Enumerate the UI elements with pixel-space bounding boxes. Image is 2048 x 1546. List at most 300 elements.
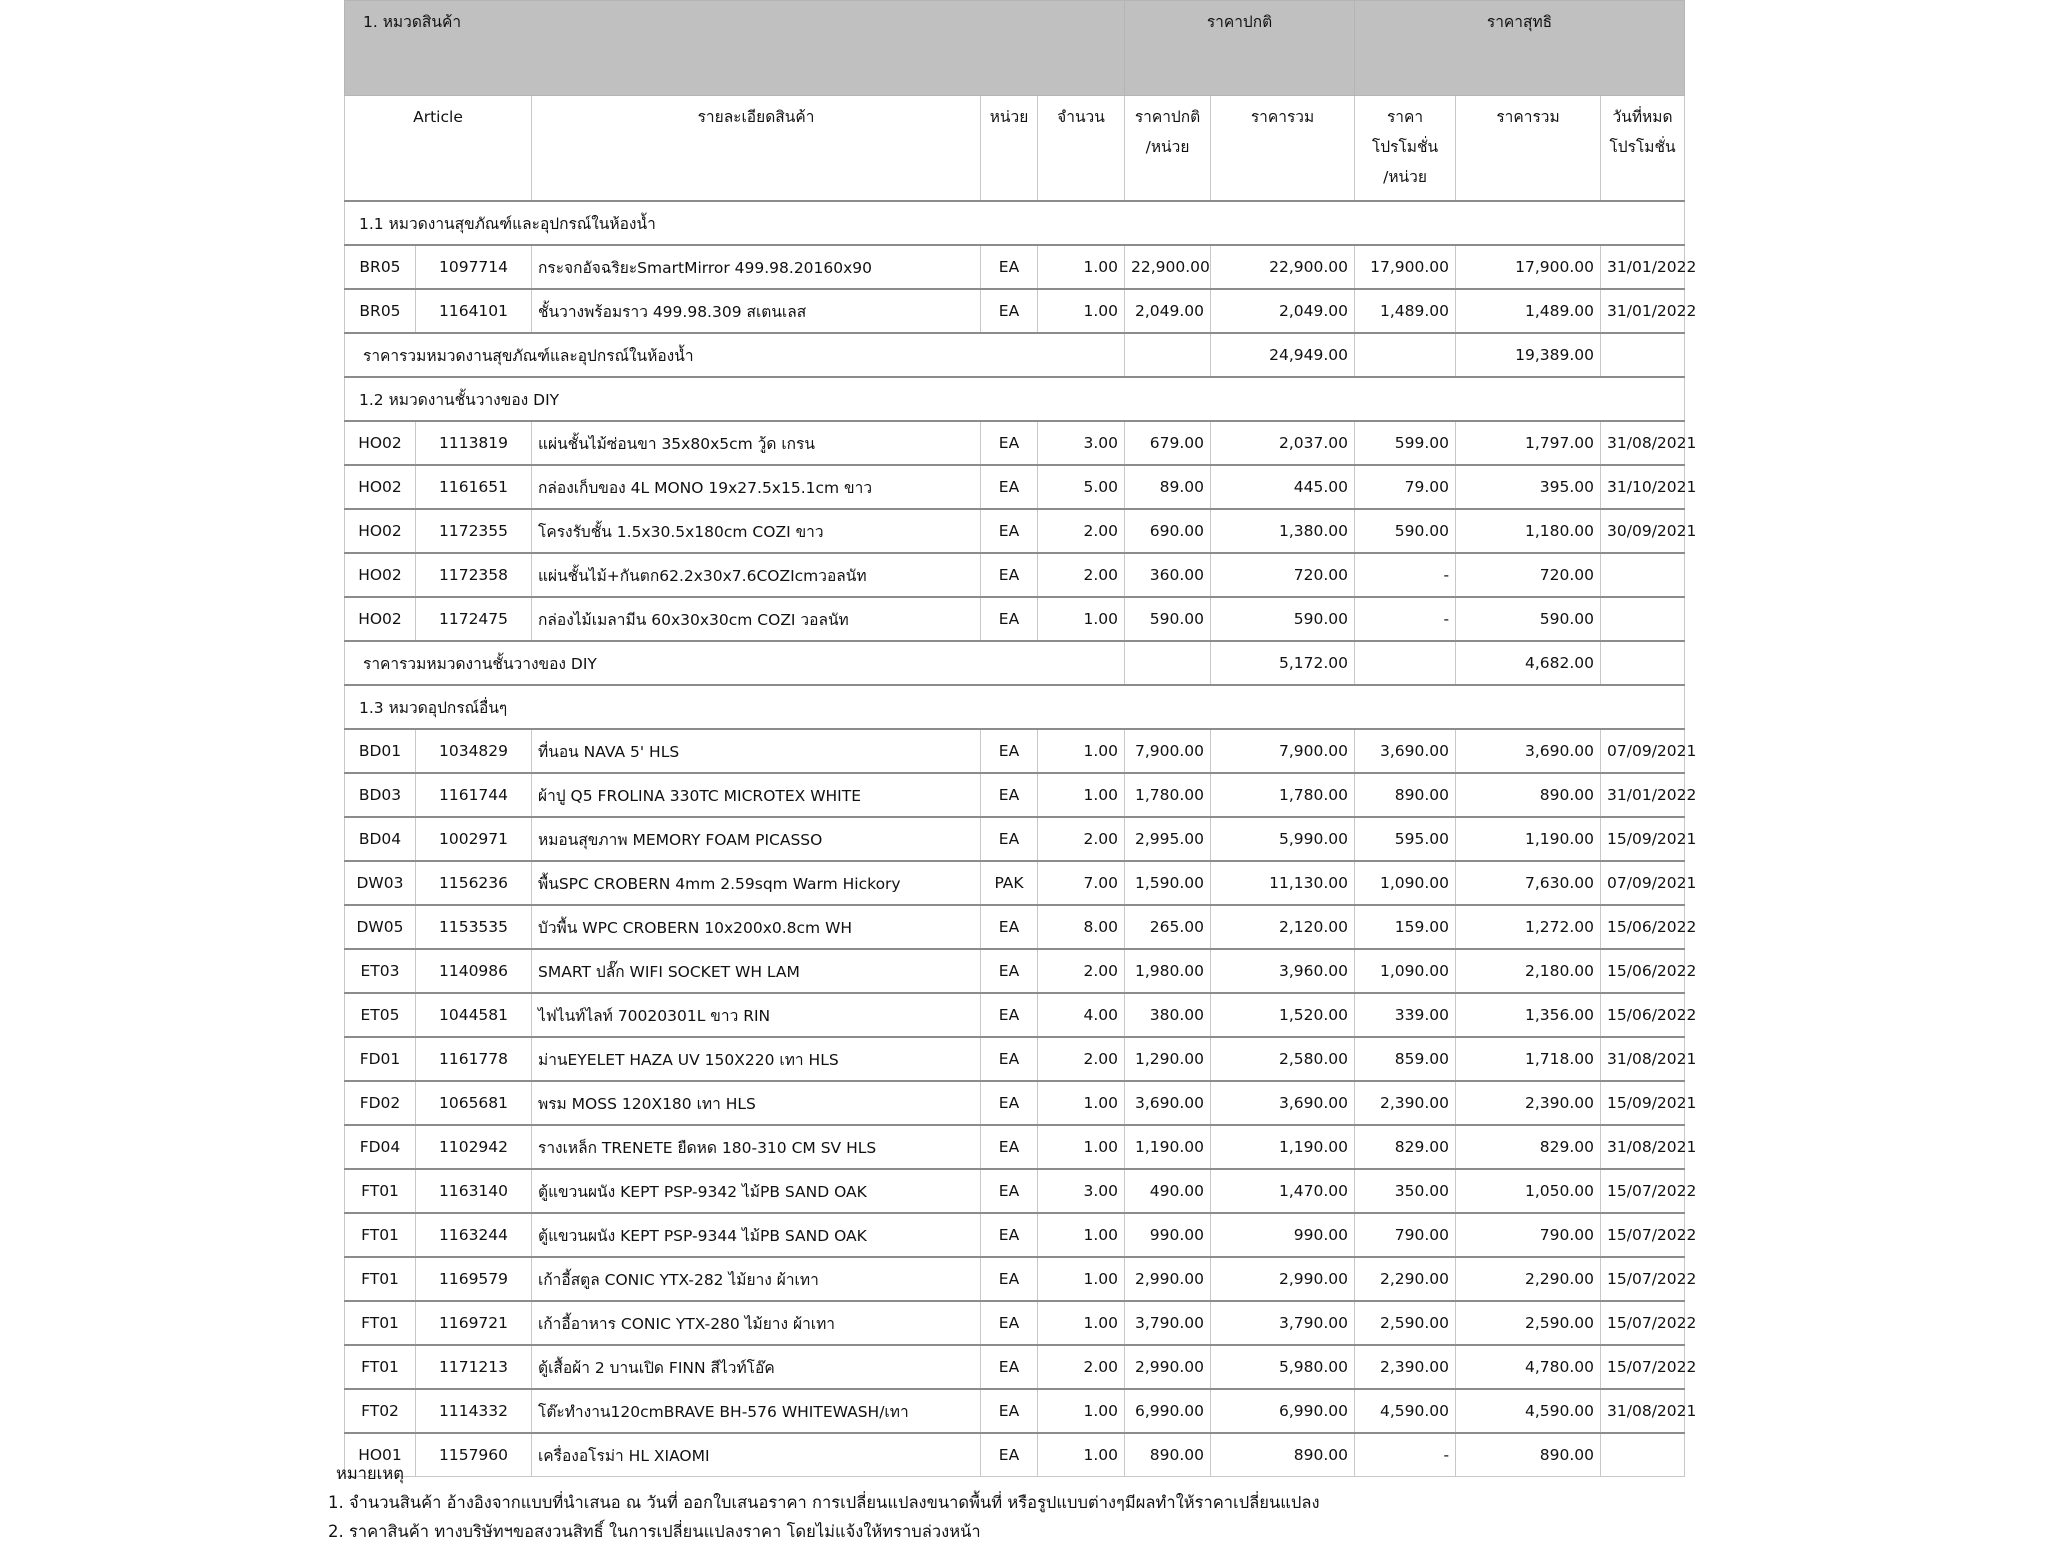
- item-promo-end: 15/09/2021: [1601, 1081, 1685, 1125]
- item-description: SMART ปลั๊ก WIFI SOCKET WH LAM: [532, 949, 981, 993]
- item-code: FT01: [345, 1301, 416, 1345]
- item-article: 1163244: [416, 1213, 532, 1257]
- item-promo-end: 31/08/2021: [1601, 1125, 1685, 1169]
- item-description: บัวพื้น WPC CROBERN 10x200x0.8cm WH: [532, 905, 981, 949]
- item-net-total: 890.00: [1456, 1433, 1601, 1477]
- item-code: HO02: [345, 465, 416, 509]
- item-promo-end: 31/08/2021: [1601, 1037, 1685, 1081]
- item-total: 1,380.00: [1211, 509, 1355, 553]
- item-code: HO02: [345, 553, 416, 597]
- item-unit-price: 3,790.00: [1125, 1301, 1211, 1345]
- item-description: หมอนสุขภาพ MEMORY FOAM PICASSO: [532, 817, 981, 861]
- item-unit: EA: [981, 993, 1038, 1037]
- item-code: BR05: [345, 289, 416, 333]
- item-unit: EA: [981, 1037, 1038, 1081]
- item-unit: EA: [981, 421, 1038, 465]
- item-promo-price: -: [1355, 1433, 1456, 1477]
- item-promo-price: 590.00: [1355, 509, 1456, 553]
- notes: [328, 1459, 1320, 1546]
- item-quantity: 2.00: [1038, 817, 1125, 861]
- item-unit-price: 89.00: [1125, 465, 1211, 509]
- subtotal-blank: [1601, 641, 1685, 685]
- item-promo-price: 829.00: [1355, 1125, 1456, 1169]
- item-article: 1161651: [416, 465, 532, 509]
- item-net-total: 4,780.00: [1456, 1345, 1601, 1389]
- item-promo-end: 31/01/2022: [1601, 289, 1685, 333]
- item-unit: EA: [981, 597, 1038, 641]
- item-unit-price: 2,990.00: [1125, 1257, 1211, 1301]
- item-net-total: 829.00: [1456, 1125, 1601, 1169]
- table-row: [345, 289, 1685, 333]
- table-row: [345, 861, 1685, 905]
- item-code: BD01: [345, 729, 416, 773]
- item-total: 11,130.00: [1211, 861, 1355, 905]
- item-promo-end: 31/01/2022: [1601, 773, 1685, 817]
- item-promo-end: 31/10/2021: [1601, 465, 1685, 509]
- col-qty: จำนวน: [1038, 96, 1125, 202]
- item-quantity: 1.00: [1038, 1257, 1125, 1301]
- category-row: [345, 685, 1685, 729]
- item-total: 5,980.00: [1211, 1345, 1355, 1389]
- item-promo-price: 2,390.00: [1355, 1081, 1456, 1125]
- item-code: HO02: [345, 597, 416, 641]
- col-net-total: ราคารวม: [1456, 96, 1601, 202]
- item-total: 2,037.00: [1211, 421, 1355, 465]
- item-promo-price: -: [1355, 553, 1456, 597]
- item-total: 1,470.00: [1211, 1169, 1355, 1213]
- table-row: [345, 1081, 1685, 1125]
- item-code: FT01: [345, 1257, 416, 1301]
- table-row: [345, 993, 1685, 1037]
- item-unit: EA: [981, 1213, 1038, 1257]
- item-unit: EA: [981, 729, 1038, 773]
- item-description: แผ่นชั้นไม้ซ่อนขา 35x80x5cm วู้ด เกรน: [532, 421, 981, 465]
- item-net-total: 720.00: [1456, 553, 1601, 597]
- item-quantity: 7.00: [1038, 861, 1125, 905]
- subtotal-row: [345, 641, 1685, 685]
- item-unit: EA: [981, 1081, 1038, 1125]
- table-row: [345, 553, 1685, 597]
- item-quantity: 1.00: [1038, 597, 1125, 641]
- item-total: 2,120.00: [1211, 905, 1355, 949]
- item-unit: EA: [981, 905, 1038, 949]
- category-row: [345, 377, 1685, 421]
- item-unit-price: 2,990.00: [1125, 1345, 1211, 1389]
- item-description: ชั้นวางพร้อมราว 499.98.309 สเตนเลส: [532, 289, 981, 333]
- item-description: กระจกอัจฉริยะSmartMirror 499.98.20160x90: [532, 245, 981, 289]
- item-promo-end: 30/09/2021: [1601, 509, 1685, 553]
- item-quantity: 2.00: [1038, 509, 1125, 553]
- item-unit-price: 1,590.00: [1125, 861, 1211, 905]
- item-article: 1161744: [416, 773, 532, 817]
- item-unit-price: 590.00: [1125, 597, 1211, 641]
- col-article: Article: [345, 96, 532, 202]
- item-promo-price: 1,489.00: [1355, 289, 1456, 333]
- item-promo-price: 890.00: [1355, 773, 1456, 817]
- item-description: เครื่องอโรม่า HL XIAOMI: [532, 1433, 981, 1477]
- item-total: 7,900.00: [1211, 729, 1355, 773]
- table-row: [345, 1037, 1685, 1081]
- item-quantity: 1.00: [1038, 729, 1125, 773]
- item-article: 1044581: [416, 993, 532, 1037]
- item-quantity: 1.00: [1038, 1081, 1125, 1125]
- item-code: FT02: [345, 1389, 416, 1433]
- item-promo-price: 2,390.00: [1355, 1345, 1456, 1389]
- item-article: 1002971: [416, 817, 532, 861]
- item-code: ET05: [345, 993, 416, 1037]
- item-total: 6,990.00: [1211, 1389, 1355, 1433]
- item-total: 720.00: [1211, 553, 1355, 597]
- item-code: DW05: [345, 905, 416, 949]
- item-description: กล่องเก็บของ 4L MONO 19x27.5x15.1cm ขาว: [532, 465, 981, 509]
- header-band: [345, 1, 1685, 96]
- item-total: 5,990.00: [1211, 817, 1355, 861]
- item-unit: EA: [981, 1389, 1038, 1433]
- item-total: 445.00: [1211, 465, 1355, 509]
- notes-title: หมายเหตุ: [336, 1464, 404, 1483]
- item-article: 1161778: [416, 1037, 532, 1081]
- table-row: [345, 773, 1685, 817]
- item-quantity: 2.00: [1038, 1345, 1125, 1389]
- col-promo-end: วันที่หมด โปรโมชั่น: [1601, 96, 1685, 202]
- item-net-total: 2,590.00: [1456, 1301, 1601, 1345]
- item-unit: EA: [981, 1433, 1038, 1477]
- item-unit-price: 22,900.00: [1125, 245, 1211, 289]
- table-row: [345, 1213, 1685, 1257]
- item-promo-end: [1601, 1433, 1685, 1477]
- note-line-2: 2. ราคาสินค้า ทางบริษัทฯขอสงวนสิทธิ์ ในการเปลี่ยนแปลงราคา โดยไม่แจ้งให้ทราบล่วงหน้า: [328, 1522, 981, 1541]
- item-net-total: 790.00: [1456, 1213, 1601, 1257]
- item-total: 3,960.00: [1211, 949, 1355, 993]
- subtotal-blank: [1125, 641, 1211, 685]
- item-article: 1097714: [416, 245, 532, 289]
- item-promo-price: 859.00: [1355, 1037, 1456, 1081]
- item-unit-price: 7,900.00: [1125, 729, 1211, 773]
- item-code: FT01: [345, 1169, 416, 1213]
- table-row: [345, 1389, 1685, 1433]
- table-row: [345, 905, 1685, 949]
- item-description: ตู้แขวนผนัง KEPT PSP-9344 ไม้PB SAND OAK: [532, 1213, 981, 1257]
- item-unit-price: 1,190.00: [1125, 1125, 1211, 1169]
- item-quantity: 2.00: [1038, 553, 1125, 597]
- item-article: 1140986: [416, 949, 532, 993]
- item-code: FT01: [345, 1213, 416, 1257]
- item-article: 1172358: [416, 553, 532, 597]
- item-promo-price: 4,590.00: [1355, 1389, 1456, 1433]
- item-promo-end: 15/07/2022: [1601, 1345, 1685, 1389]
- item-quantity: 1.00: [1038, 1389, 1125, 1433]
- item-unit: EA: [981, 509, 1038, 553]
- item-net-total: 1,272.00: [1456, 905, 1601, 949]
- item-promo-end: 15/07/2022: [1601, 1257, 1685, 1301]
- item-description: ม่านEYELET HAZA UV 150X220 เทา HLS: [532, 1037, 981, 1081]
- item-code: BD03: [345, 773, 416, 817]
- item-description: กล่องไม้เมลามีน 60x30x30cm COZI วอลนัท: [532, 597, 981, 641]
- item-promo-end: [1601, 597, 1685, 641]
- item-article: 1065681: [416, 1081, 532, 1125]
- subtotal-label: ราคารวมหมวดงานชั้นวางของ DIY: [345, 641, 1125, 685]
- item-quantity: 4.00: [1038, 993, 1125, 1037]
- item-unit: EA: [981, 949, 1038, 993]
- table-row: [345, 465, 1685, 509]
- item-article: 1164101: [416, 289, 532, 333]
- item-unit: EA: [981, 553, 1038, 597]
- item-promo-end: 15/09/2021: [1601, 817, 1685, 861]
- subtotal-row: [345, 333, 1685, 377]
- item-article: 1034829: [416, 729, 532, 773]
- item-unit: EA: [981, 465, 1038, 509]
- item-description: เก้าอี้อาหาร CONIC YTX-280 ไม้ยาง ผ้าเทา: [532, 1301, 981, 1345]
- item-net-total: 17,900.00: [1456, 245, 1601, 289]
- item-quantity: 1.00: [1038, 1301, 1125, 1345]
- item-code: BD04: [345, 817, 416, 861]
- item-net-total: 590.00: [1456, 597, 1601, 641]
- item-unit-price: 1,980.00: [1125, 949, 1211, 993]
- table-row: [345, 1257, 1685, 1301]
- col-detail: รายละเอียดสินค้า: [532, 96, 981, 202]
- item-article: 1113819: [416, 421, 532, 465]
- category-title: 1.2 หมวดงานชั้นวางของ DIY: [345, 377, 1685, 421]
- item-promo-price: 595.00: [1355, 817, 1456, 861]
- item-quantity: 5.00: [1038, 465, 1125, 509]
- item-quantity: 1.00: [1038, 1433, 1125, 1477]
- item-unit-price: 990.00: [1125, 1213, 1211, 1257]
- item-total: 590.00: [1211, 597, 1355, 641]
- item-code: FD02: [345, 1081, 416, 1125]
- item-net-total: 3,690.00: [1456, 729, 1601, 773]
- table-row: [345, 1345, 1685, 1389]
- subtotal-blank: [1601, 333, 1685, 377]
- item-unit: EA: [981, 773, 1038, 817]
- item-quantity: 1.00: [1038, 289, 1125, 333]
- item-promo-price: 1,090.00: [1355, 949, 1456, 993]
- item-net-total: 1,180.00: [1456, 509, 1601, 553]
- item-quantity: 1.00: [1038, 245, 1125, 289]
- subtotal-total: 24,949.00: [1211, 333, 1355, 377]
- item-quantity: 3.00: [1038, 1169, 1125, 1213]
- net-price-heading: ราคาสุทธิ: [1355, 1, 1685, 96]
- item-total: 890.00: [1211, 1433, 1355, 1477]
- item-quantity: 1.00: [1038, 773, 1125, 817]
- regular-price-heading: ราคาปกติ: [1125, 1, 1355, 96]
- item-description: ไฟไนท์ไลท์ 70020301L ขาว RIN: [532, 993, 981, 1037]
- item-article: 1153535: [416, 905, 532, 949]
- item-total: 3,690.00: [1211, 1081, 1355, 1125]
- item-promo-end: 31/01/2022: [1601, 245, 1685, 289]
- category-row: [345, 201, 1685, 245]
- item-net-total: 1,797.00: [1456, 421, 1601, 465]
- col-promo-price: ราคา โปรโมชั่น /หน่วย: [1355, 96, 1456, 202]
- item-unit: EA: [981, 1125, 1038, 1169]
- item-article: 1169721: [416, 1301, 532, 1345]
- item-unit-price: 1,290.00: [1125, 1037, 1211, 1081]
- table-row: [345, 1125, 1685, 1169]
- product-table: [344, 0, 1697, 1477]
- item-unit-price: 380.00: [1125, 993, 1211, 1037]
- subtotal-net: 4,682.00: [1456, 641, 1601, 685]
- item-quantity: 8.00: [1038, 905, 1125, 949]
- item-code: DW03: [345, 861, 416, 905]
- item-description: แผ่นชั้นไม้+กันตก62.2x30x7.6COZIcmวอลนัท: [532, 553, 981, 597]
- section-title: 1. หมวดสินค้า: [345, 1, 1125, 96]
- item-article: 1102942: [416, 1125, 532, 1169]
- item-article: 1114332: [416, 1389, 532, 1433]
- item-description: โครงรับชั้น 1.5x30.5x180cm COZI ขาว: [532, 509, 981, 553]
- item-code: HO01: [345, 1433, 416, 1477]
- table-row: [345, 817, 1685, 861]
- item-promo-price: 599.00: [1355, 421, 1456, 465]
- table-row: [345, 949, 1685, 993]
- item-promo-price: 17,900.00: [1355, 245, 1456, 289]
- subtotal-total: 5,172.00: [1211, 641, 1355, 685]
- item-code: FD01: [345, 1037, 416, 1081]
- item-unit-price: 690.00: [1125, 509, 1211, 553]
- item-description: พรม MOSS 120X180 เทา HLS: [532, 1081, 981, 1125]
- item-description: ที่นอน NAVA 5' HLS: [532, 729, 981, 773]
- subtotal-blank: [1125, 333, 1211, 377]
- table-row: [345, 245, 1685, 289]
- item-quantity: 1.00: [1038, 1213, 1125, 1257]
- item-unit: EA: [981, 817, 1038, 861]
- item-net-total: 1,489.00: [1456, 289, 1601, 333]
- table-row: [345, 597, 1685, 641]
- item-description: เก้าอี้สตูล CONIC YTX-282 ไม้ยาง ผ้าเทา: [532, 1257, 981, 1301]
- item-promo-price: 339.00: [1355, 993, 1456, 1037]
- item-promo-end: 15/07/2022: [1601, 1301, 1685, 1345]
- table-row: [345, 1169, 1685, 1213]
- item-article: 1172475: [416, 597, 532, 641]
- item-net-total: 2,180.00: [1456, 949, 1601, 993]
- item-total: 22,900.00: [1211, 245, 1355, 289]
- item-unit-price: 6,990.00: [1125, 1389, 1211, 1433]
- item-promo-price: 1,090.00: [1355, 861, 1456, 905]
- col-unit-price: ราคาปกติ /หน่วย: [1125, 96, 1211, 202]
- table-body: [345, 201, 1697, 1477]
- item-net-total: 2,290.00: [1456, 1257, 1601, 1301]
- item-unit: EA: [981, 289, 1038, 333]
- subtotal-blank: [1355, 641, 1456, 685]
- item-promo-end: 15/06/2022: [1601, 993, 1685, 1037]
- item-unit: EA: [981, 1301, 1038, 1345]
- item-promo-price: 3,690.00: [1355, 729, 1456, 773]
- col-unit: หน่วย: [981, 96, 1038, 202]
- item-description: ตู้เสื้อผ้า 2 บานเปิด FINN สีไวท์โอ๊ค: [532, 1345, 981, 1389]
- item-article: 1163140: [416, 1169, 532, 1213]
- item-promo-end: 15/06/2022: [1601, 905, 1685, 949]
- item-quantity: 2.00: [1038, 949, 1125, 993]
- item-promo-end: 07/09/2021: [1601, 861, 1685, 905]
- item-promo-price: 350.00: [1355, 1169, 1456, 1213]
- item-unit-price: 2,049.00: [1125, 289, 1211, 333]
- item-promo-price: 2,290.00: [1355, 1257, 1456, 1301]
- item-total: 1,780.00: [1211, 773, 1355, 817]
- item-total: 1,520.00: [1211, 993, 1355, 1037]
- item-article: 1169579: [416, 1257, 532, 1301]
- item-description: ตู้แขวนผนัง KEPT PSP-9342 ไม้PB SAND OAK: [532, 1169, 981, 1213]
- item-unit-price: 490.00: [1125, 1169, 1211, 1213]
- item-unit-price: 679.00: [1125, 421, 1211, 465]
- subtotal-blank: [1355, 333, 1456, 377]
- item-code: FT01: [345, 1345, 416, 1389]
- item-description: ผ้าปู Q5 FROLINA 330TC MICROTEX WHITE: [532, 773, 981, 817]
- table-row: [345, 1301, 1685, 1345]
- category-title: 1.1 หมวดงานสุขภัณฑ์และอุปกรณ์ในห้องน้ำ: [345, 201, 1685, 245]
- item-total: 3,790.00: [1211, 1301, 1355, 1345]
- item-unit: EA: [981, 1345, 1038, 1389]
- item-promo-price: -: [1355, 597, 1456, 641]
- item-article: 1157960: [416, 1433, 532, 1477]
- table-row: [345, 421, 1685, 465]
- item-quantity: 3.00: [1038, 421, 1125, 465]
- item-article: 1156236: [416, 861, 532, 905]
- item-unit-price: 890.00: [1125, 1433, 1211, 1477]
- item-unit: PAK: [981, 861, 1038, 905]
- item-code: FD04: [345, 1125, 416, 1169]
- item-total: 2,580.00: [1211, 1037, 1355, 1081]
- item-code: HO02: [345, 421, 416, 465]
- item-promo-end: 31/08/2021: [1601, 421, 1685, 465]
- item-description: รางเหล็ก TRENETE ยืดหด 180-310 CM SV HLS: [532, 1125, 981, 1169]
- item-unit: EA: [981, 1169, 1038, 1213]
- item-net-total: 1,190.00: [1456, 817, 1601, 861]
- item-description: พื้นSPC CROBERN 4mm 2.59sqm Warm Hickory: [532, 861, 981, 905]
- item-promo-end: 15/07/2022: [1601, 1213, 1685, 1257]
- item-code: HO02: [345, 509, 416, 553]
- item-net-total: 1,718.00: [1456, 1037, 1601, 1081]
- item-promo-price: 2,590.00: [1355, 1301, 1456, 1345]
- item-net-total: 4,590.00: [1456, 1389, 1601, 1433]
- item-code: BR05: [345, 245, 416, 289]
- item-promo-price: 159.00: [1355, 905, 1456, 949]
- item-unit-price: 1,780.00: [1125, 773, 1211, 817]
- item-promo-end: [1601, 553, 1685, 597]
- item-total: 1,190.00: [1211, 1125, 1355, 1169]
- table-row: [345, 729, 1685, 773]
- note-line-1: 1. จำนวนสินค้า อ้างอิงจากแบบที่นำเสนอ ณ วันที่ ออกใบเสนอราคา การเปลี่ยนแปลงขนาดพื้นที่ หรือรูปแบบต่างๆมีผลทำให้ราคาเปลี่ยนแปลง: [328, 1493, 1320, 1512]
- category-title: 1.3 หมวดอุปกรณ์อื่นๆ: [345, 685, 1685, 729]
- item-description: โต๊ะทำงาน120cmBRAVE BH-576 WHITEWASH/เทา: [532, 1389, 981, 1433]
- item-promo-end: 31/08/2021: [1601, 1389, 1685, 1433]
- quotation-document: [344, 0, 1697, 1477]
- item-total: 990.00: [1211, 1213, 1355, 1257]
- item-promo-end: 07/09/2021: [1601, 729, 1685, 773]
- item-promo-price: 79.00: [1355, 465, 1456, 509]
- item-total: 2,049.00: [1211, 289, 1355, 333]
- item-quantity: 2.00: [1038, 1037, 1125, 1081]
- item-net-total: 395.00: [1456, 465, 1601, 509]
- item-net-total: 890.00: [1456, 773, 1601, 817]
- column-headers: [345, 96, 1685, 202]
- item-unit-price: 265.00: [1125, 905, 1211, 949]
- item-net-total: 7,630.00: [1456, 861, 1601, 905]
- item-code: ET03: [345, 949, 416, 993]
- item-unit-price: 2,995.00: [1125, 817, 1211, 861]
- item-promo-price: 790.00: [1355, 1213, 1456, 1257]
- subtotal-label: ราคารวมหมวดงานสุขภัณฑ์และอุปกรณ์ในห้องน้ำ: [345, 333, 1125, 377]
- subtotal-net: 19,389.00: [1456, 333, 1601, 377]
- item-unit-price: 360.00: [1125, 553, 1211, 597]
- item-total: 2,990.00: [1211, 1257, 1355, 1301]
- item-net-total: 1,050.00: [1456, 1169, 1601, 1213]
- item-net-total: 1,356.00: [1456, 993, 1601, 1037]
- table-row: [345, 509, 1685, 553]
- item-unit-price: 3,690.00: [1125, 1081, 1211, 1125]
- item-quantity: 1.00: [1038, 1125, 1125, 1169]
- item-promo-end: 15/06/2022: [1601, 949, 1685, 993]
- item-promo-end: 15/07/2022: [1601, 1169, 1685, 1213]
- col-total: ราคารวม: [1211, 96, 1355, 202]
- item-article: 1171213: [416, 1345, 532, 1389]
